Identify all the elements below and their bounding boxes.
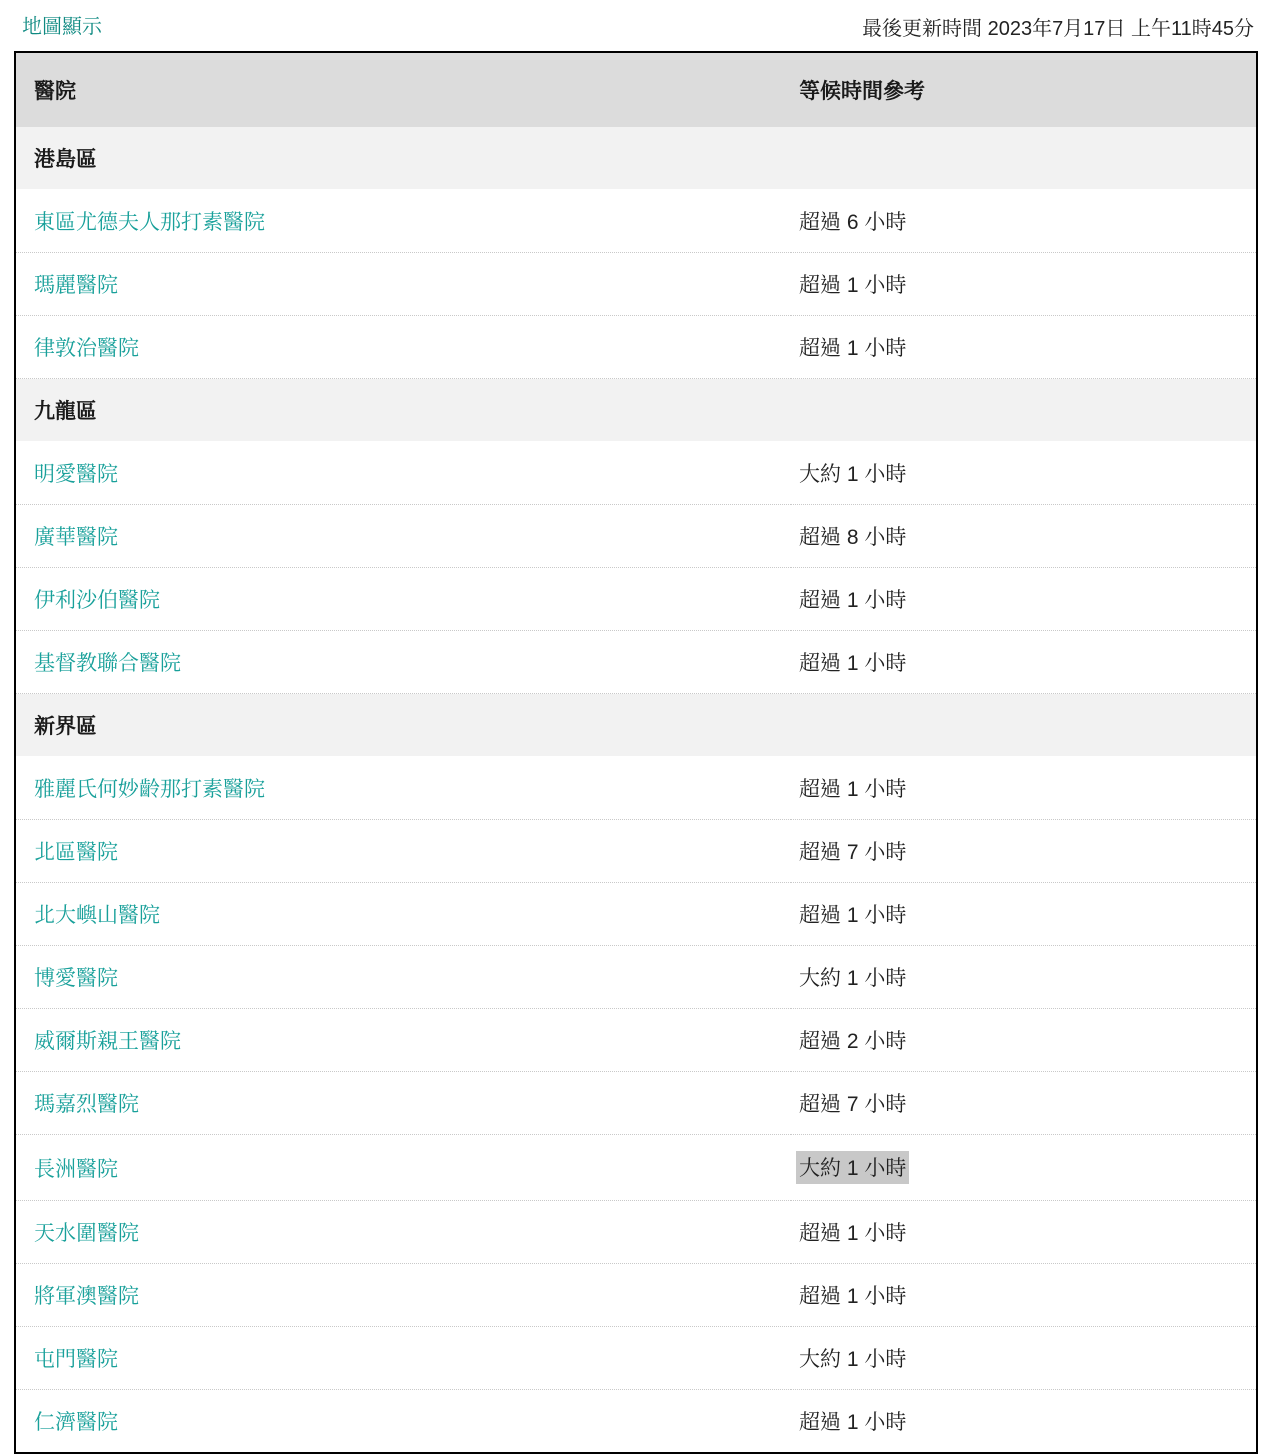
waiting-time-value: 超過 1 小時 xyxy=(799,337,907,360)
table-row xyxy=(16,1390,1256,1453)
hospital-name-cell xyxy=(16,1327,791,1390)
waiting-time-cell xyxy=(791,1327,1256,1390)
table-row xyxy=(16,190,1256,253)
waiting-time-cell xyxy=(791,1264,1256,1327)
hospital-link[interactable]: 北大嶼山醫院 xyxy=(34,904,160,927)
hospital-name-cell xyxy=(16,631,791,694)
table-header-row xyxy=(16,53,1256,127)
waiting-time-value: 大約 1 小時 xyxy=(799,1348,907,1371)
hospital-name-cell xyxy=(16,1264,791,1327)
waiting-time-cell xyxy=(791,442,1256,505)
hospital-name-cell xyxy=(16,820,791,883)
table-row xyxy=(16,505,1256,568)
hospital-name-cell xyxy=(16,505,791,568)
table-row xyxy=(16,442,1256,505)
hospital-name-cell xyxy=(16,316,791,379)
waiting-time-value: 超過 1 小時 xyxy=(799,778,907,801)
hospital-link[interactable]: 將軍澳醫院 xyxy=(34,1285,139,1308)
region-label: 新界區 xyxy=(16,694,1256,757)
waiting-time-cell xyxy=(791,253,1256,316)
hospital-link[interactable]: 伊利沙伯醫院 xyxy=(34,589,160,612)
hospital-link[interactable]: 瑪嘉烈醫院 xyxy=(34,1093,139,1116)
hospital-link[interactable]: 威爾斯親王醫院 xyxy=(34,1030,181,1053)
waiting-time-cell xyxy=(791,820,1256,883)
hospital-name-cell xyxy=(16,757,791,820)
table-row xyxy=(16,568,1256,631)
waiting-time-value: 超過 1 小時 xyxy=(799,274,907,297)
page-topbar xyxy=(0,0,1272,51)
hospital-name-cell xyxy=(16,946,791,1009)
hospital-name-cell xyxy=(16,1201,791,1264)
region-label: 港島區 xyxy=(16,127,1256,190)
waiting-time-value-selected: 大約 1 小時 xyxy=(796,1151,909,1184)
waiting-time-value: 超過 8 小時 xyxy=(799,526,907,549)
waiting-time-cell xyxy=(791,883,1256,946)
waiting-time-value: 超過 2 小時 xyxy=(799,1030,907,1053)
waiting-time-cell xyxy=(791,505,1256,568)
waiting-time-cell xyxy=(791,631,1256,694)
hospital-name-cell xyxy=(16,253,791,316)
waiting-time-cell xyxy=(791,946,1256,1009)
hospital-name-cell xyxy=(16,442,791,505)
hospital-link[interactable]: 明愛醫院 xyxy=(34,463,118,486)
waiting-time-value: 大約 1 小時 xyxy=(799,967,907,990)
waiting-time-value: 超過 1 小時 xyxy=(799,1411,907,1434)
hospital-link[interactable]: 律敦治醫院 xyxy=(34,337,139,360)
hospital-link[interactable]: 長洲醫院 xyxy=(34,1157,118,1181)
hospital-name-cell xyxy=(16,1390,791,1453)
waiting-time-cell xyxy=(791,316,1256,379)
hospital-name-cell xyxy=(16,568,791,631)
waiting-time-value: 超過 7 小時 xyxy=(799,841,907,864)
region-row xyxy=(16,127,1256,190)
waiting-time-value: 超過 1 小時 xyxy=(799,652,907,675)
map-display-link[interactable]: 地圖顯示 xyxy=(22,15,102,38)
table-row xyxy=(16,253,1256,316)
table-row xyxy=(16,757,1256,820)
waiting-time-cell xyxy=(791,1390,1256,1453)
region-row xyxy=(16,379,1256,442)
waiting-time-cell xyxy=(791,1135,1256,1201)
table-row xyxy=(16,1264,1256,1327)
hospital-link[interactable]: 基督教聯合醫院 xyxy=(34,652,181,675)
hospital-name-cell xyxy=(16,1009,791,1072)
hospital-link[interactable]: 屯門醫院 xyxy=(34,1348,118,1371)
column-header-waiting-time xyxy=(791,53,1256,127)
waiting-time-value: 超過 1 小時 xyxy=(799,589,907,612)
waiting-time-cell xyxy=(791,190,1256,253)
table-row xyxy=(16,631,1256,694)
hospital-link[interactable]: 天水圍醫院 xyxy=(34,1222,139,1245)
table-row xyxy=(16,1327,1256,1390)
last-updated-text: 最後更新時間 2023年7月17日 上午11時45分 xyxy=(862,18,1254,40)
table-header xyxy=(16,53,1256,127)
waiting-time-value: 超過 7 小時 xyxy=(799,1093,907,1116)
hospital-name-cell xyxy=(16,883,791,946)
column-header-waiting-time-label: 等候時間參考 xyxy=(799,80,925,103)
column-header-hospital: 醫院 xyxy=(16,53,791,127)
waiting-time-value: 大約 1 小時 xyxy=(799,463,907,486)
waiting-time-value: 超過 6 小時 xyxy=(799,211,907,234)
hospital-link[interactable]: 北區醫院 xyxy=(34,841,118,864)
hospital-name-cell xyxy=(16,1072,791,1135)
table-row xyxy=(16,1135,1256,1201)
region-label: 九龍區 xyxy=(16,379,1256,442)
hospital-link[interactable]: 東區尤德夫人那打素醫院 xyxy=(34,211,265,234)
waiting-time-value: 超過 1 小時 xyxy=(799,1285,907,1308)
waiting-time-cell xyxy=(791,1009,1256,1072)
table-row xyxy=(16,1201,1256,1264)
hospital-link[interactable]: 博愛醫院 xyxy=(34,967,118,990)
hospital-name-cell xyxy=(16,1135,791,1201)
waiting-time-cell xyxy=(791,757,1256,820)
table-body xyxy=(16,127,1256,1452)
waiting-time-table xyxy=(16,53,1256,1452)
waiting-time-cell xyxy=(791,568,1256,631)
hospital-name-cell xyxy=(16,190,791,253)
hospital-link[interactable]: 雅麗氏何妙齡那打素醫院 xyxy=(34,778,265,801)
waiting-time-value: 超過 1 小時 xyxy=(799,1222,907,1245)
table-row xyxy=(16,1072,1256,1135)
waiting-time-cell xyxy=(791,1201,1256,1264)
hospital-link[interactable]: 仁濟醫院 xyxy=(34,1411,118,1434)
table-row xyxy=(16,820,1256,883)
waiting-time-value: 超過 1 小時 xyxy=(799,904,907,927)
waiting-time-table-container xyxy=(14,51,1258,1454)
hospital-link[interactable]: 廣華醫院 xyxy=(34,526,118,549)
region-row xyxy=(16,694,1256,757)
table-row xyxy=(16,316,1256,379)
waiting-time-cell xyxy=(791,1072,1256,1135)
hospital-link[interactable]: 瑪麗醫院 xyxy=(34,274,118,297)
table-row xyxy=(16,883,1256,946)
table-row xyxy=(16,946,1256,1009)
table-row xyxy=(16,1009,1256,1072)
